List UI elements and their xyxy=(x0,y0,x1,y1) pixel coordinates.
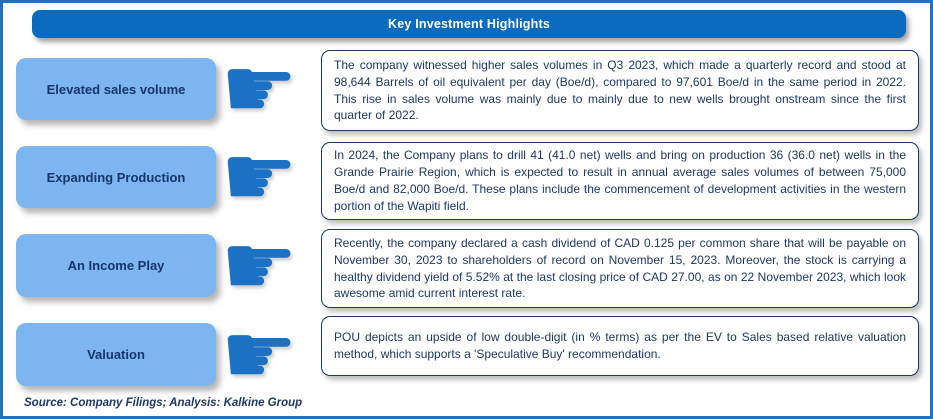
label-box-valuation xyxy=(16,323,216,386)
text-box-elevated-sales-volume xyxy=(321,50,919,131)
title-bar xyxy=(32,10,906,38)
text-box-expanding-production xyxy=(321,142,919,220)
text-box-valuation xyxy=(321,316,919,376)
text-box-an-income-play xyxy=(321,229,919,308)
pointing-hand-right-icon: ☛ xyxy=(220,217,298,314)
pointing-hand-right-icon: ☛ xyxy=(220,129,298,225)
label-text: Elevated sales volume xyxy=(46,81,186,97)
label-box-expanding-production xyxy=(16,146,216,208)
page-title: Key Investment Highlights xyxy=(388,17,550,31)
label-box-elevated-sales-volume xyxy=(16,58,216,120)
label-text: Expanding Production xyxy=(46,169,186,185)
pointing-hand-right-icon: ☛ xyxy=(220,306,298,403)
label-box-an-income-play xyxy=(16,234,216,297)
highlight-text: The company witnessed higher sales volumes in Q3 2023, which made a quarterly record and stood at 98,644 Barrels of oil equivalent per day (Boe/d), compared to 97,601 Boe/d in the same period in 2022. This rise in sales volume was mainly due to mainly due to new wells brought onstream since the first quarter of 2022. xyxy=(334,57,906,123)
source-note: Source: Company Filings; Analysis: Kalkine Group xyxy=(24,397,303,409)
pointing-hand-right-icon: ☛ xyxy=(220,41,298,137)
highlight-text: Recently, the company declared a cash dividend of CAD 0.125 per common share that will be payable on November 30, 2023 to shareholders of record on November 15, 2023. Moreover, the stock is carrying a healthy dividend yield of 5.52% at the last closing price of CAD 27.00, as on 22 November 2023, which look awesome amid current interest rate. xyxy=(334,235,906,301)
label-text: An Income Play xyxy=(67,258,165,273)
label-text: Valuation xyxy=(87,347,145,362)
highlight-text: POU depicts an upside of low double-digit (in % terms) as per the EV to Sales based relative valuation method, which supports a 'Speculative Buy' recommendation. xyxy=(334,330,906,361)
highlight-text: In 2024, the Company plans to drill 41 (41.0 net) wells and bring on production 36 (36.0 net) wells in the Grande Prairie Region, which is expected to result in annual average sales volumes of between 75,000 Boe/d and 82,000 Boe/d. These plans include the commencement of development activities in the western portion of the Wapiti field. xyxy=(334,148,906,213)
